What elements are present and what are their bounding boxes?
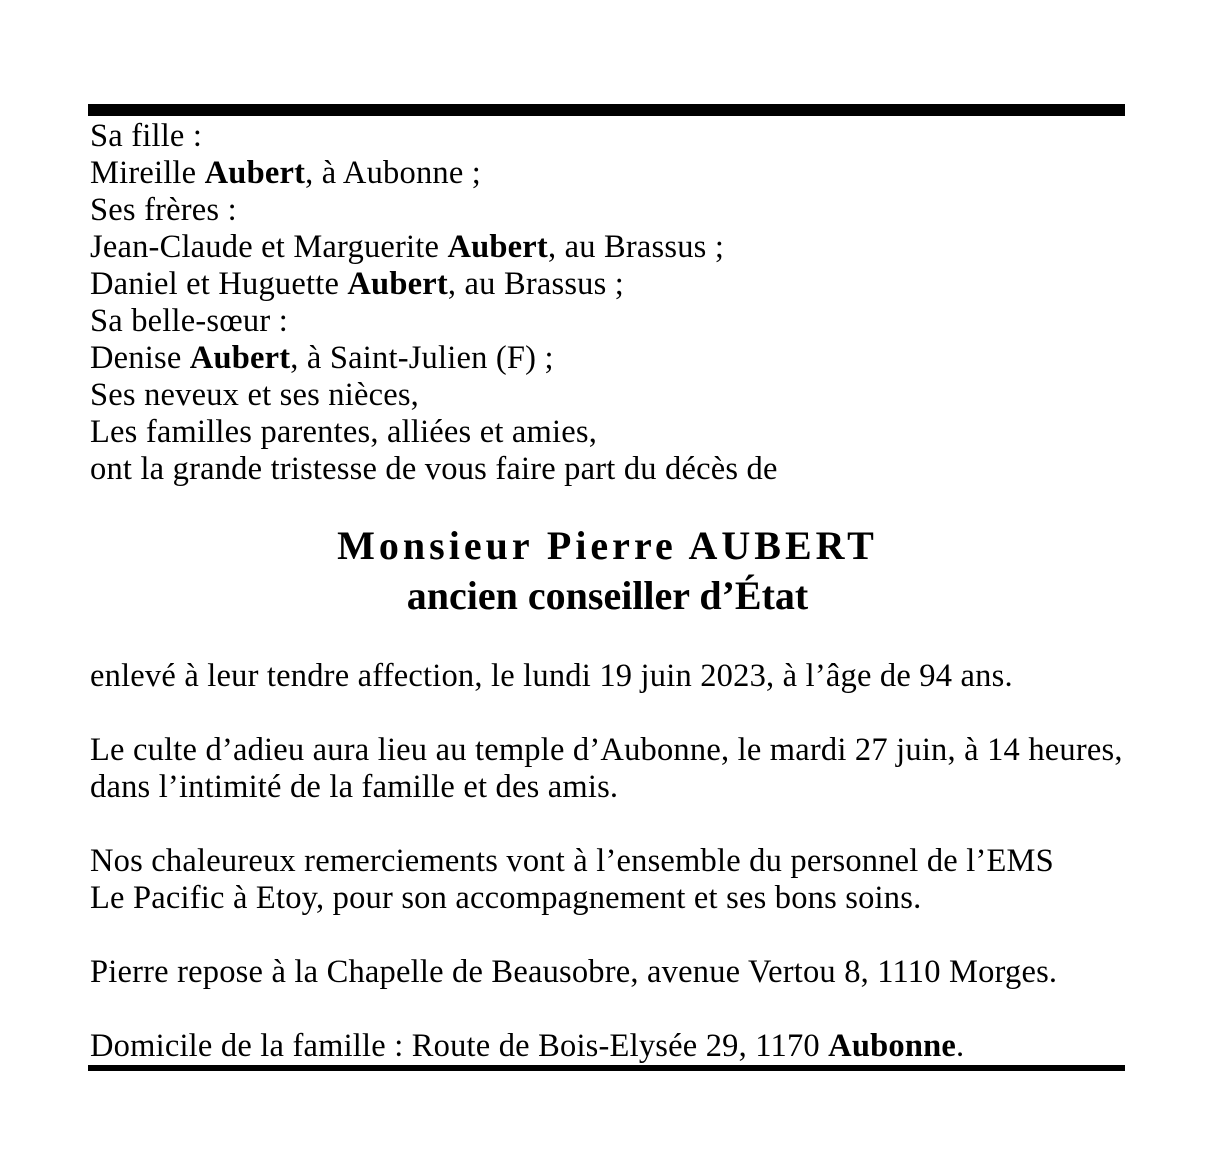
text-line	[90, 880, 1125, 917]
text-line	[90, 414, 1125, 451]
paragraph	[90, 843, 1125, 917]
bold-text: Aubert	[204, 155, 306, 191]
text-line	[90, 658, 1125, 695]
paragraph	[90, 732, 1125, 806]
plain-text: Nos chaleureux remerciements vont à l’ensemble du personnel de l’EMS	[90, 843, 1054, 879]
plain-text: .	[956, 1028, 965, 1064]
plain-text: , à Aubonne ;	[305, 155, 482, 191]
notice-content	[90, 118, 1125, 1065]
text-line	[90, 1028, 1125, 1065]
plain-text: dans l’intimité de la famille et des amis.	[90, 769, 619, 805]
plain-text: , à Saint-Julien (F) ;	[290, 340, 554, 376]
plain-text: Ses neveux et ses nièces,	[90, 377, 420, 413]
deceased-role: ancien conseiller d’État	[406, 573, 809, 618]
deceased-title-block	[90, 521, 1125, 621]
notice-body	[90, 658, 1125, 1065]
plain-text: ont la grande tristesse de vous faire part du décès de	[90, 451, 778, 487]
paragraph	[90, 954, 1125, 991]
plain-text: Le Pacific à Etoy, pour son accompagnement et ses bons soins.	[90, 880, 922, 916]
plain-text: Sa fille :	[90, 118, 203, 154]
plain-text: Le culte d’adieu aura lieu au temple d’Aubonne, le mardi 27 juin, à 14 heures,	[90, 732, 1123, 768]
plain-text: Ses frères :	[90, 192, 237, 228]
bottom-rule	[88, 1065, 1125, 1071]
plain-text: , au Brassus ;	[547, 229, 725, 265]
plain-text: Jean-Claude et Marguerite	[90, 229, 448, 265]
plain-text: Pierre repose à la Chapelle de Beausobre, avenue Vertou 8, 1110 Morges.	[90, 954, 1058, 990]
top-rule	[88, 104, 1125, 116]
text-line	[90, 303, 1125, 340]
text-line	[90, 340, 1125, 377]
plain-text: Sa belle-sœur :	[90, 303, 288, 339]
text-line	[90, 229, 1125, 266]
text-line	[90, 192, 1125, 229]
text-line	[90, 266, 1125, 303]
text-line	[90, 377, 1125, 414]
text-line	[90, 954, 1125, 991]
text-line	[90, 118, 1125, 155]
plain-text: enlevé à leur tendre affection, le lundi 19 juin 2023, à l’âge de 94 ans.	[90, 658, 1013, 694]
text-line	[90, 451, 1125, 488]
plain-text: Domicile de la famille : Route de Bois-Elysée 29, 1170	[90, 1028, 829, 1064]
paragraph	[90, 1028, 1125, 1065]
bold-text: Aubert	[189, 340, 291, 376]
text-line	[90, 769, 1125, 806]
paragraph	[90, 658, 1125, 695]
bold-text: Aubonne	[828, 1028, 957, 1064]
plain-text: , au Brassus ;	[447, 266, 625, 302]
bold-text: Aubert	[347, 266, 448, 302]
plain-text: Denise	[90, 340, 190, 376]
family-list	[90, 118, 1125, 488]
text-line	[90, 843, 1125, 880]
text-line	[90, 732, 1125, 769]
text-line	[90, 155, 1125, 192]
bold-text: Aubert	[447, 229, 548, 265]
plain-text: Les familles parentes, alliées et amies,	[90, 414, 598, 450]
plain-text: Daniel et Huguette	[90, 266, 348, 302]
plain-text: Mireille	[90, 155, 205, 191]
deceased-name: Monsieur Pierre AUBERT	[337, 523, 878, 568]
